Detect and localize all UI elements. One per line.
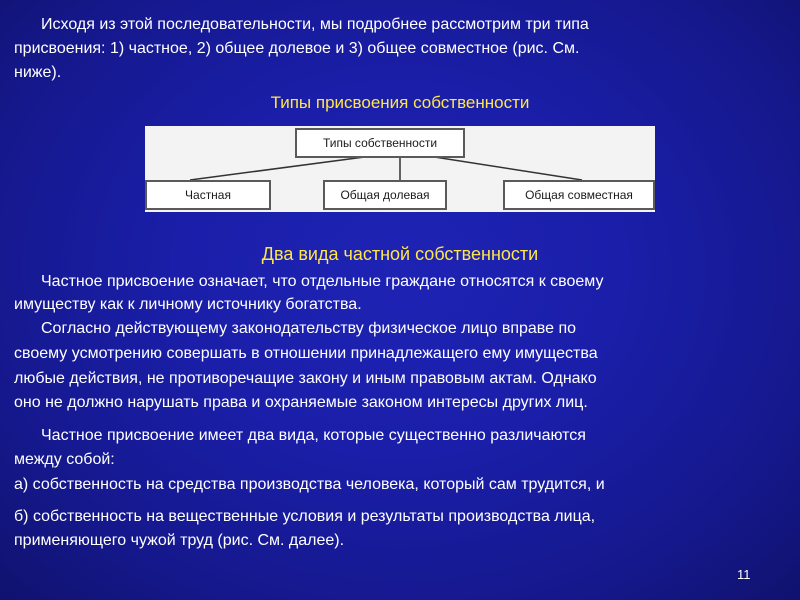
intro-line-2: присвоения: 1) частное, 2) общее долевое и 3) общее совместное (рис. См.	[14, 40, 580, 57]
paragraph-4-line-1: б) собственность на вещественные условия и результаты производства лица,	[14, 508, 596, 525]
diagram-box-private: Частная	[145, 180, 271, 210]
diagram-box-shared: Общая долевая	[323, 180, 447, 210]
paragraph-3-line-3: а) собственность на средства производства человека, который сам трудится, и	[14, 476, 605, 493]
paragraph-1-line-2: имуществу как к личному источнику богатства.	[14, 296, 362, 313]
paragraph-3-line-2: между собой:	[14, 451, 115, 468]
paragraph-3-line-1: Частное присвоение имеет два вида, которые существенно различаются	[41, 427, 586, 444]
diagram-root-box: Типы собственности	[295, 128, 465, 158]
paragraph-2-line-2: своему усмотрению совершать в отношении принадлежащего ему имущества	[14, 345, 598, 362]
paragraph-2-line-1: Согласно действующему законодательству физическое лицо вправе по	[41, 320, 577, 337]
paragraph-4-line-2: применяющего чужой труд (рис. См. далее).	[14, 532, 345, 549]
paragraph-1-line-1: Частное присвоение означает, что отдельные граждане относятся к своему	[41, 273, 604, 290]
page-number: 11	[737, 567, 751, 582]
intro-line-1: Исходя из этой последовательности, мы подробнее рассмотрим три типа	[41, 16, 589, 33]
diagram-box-joint: Общая совместная	[503, 180, 655, 210]
paragraph-2-line-3: любые действия, не противоречащие закону и иным правовым актам. Однако	[14, 370, 597, 387]
intro-line-3: ниже).	[14, 64, 62, 81]
ownership-types-diagram	[145, 126, 655, 212]
diagram-title: Типы присвоения собственности	[270, 93, 530, 112]
section-title: Два вида частной собственности	[261, 244, 539, 264]
paragraph-2-line-4: оно не должно нарушать права и охраняемые законом интересы других лиц.	[14, 394, 588, 411]
